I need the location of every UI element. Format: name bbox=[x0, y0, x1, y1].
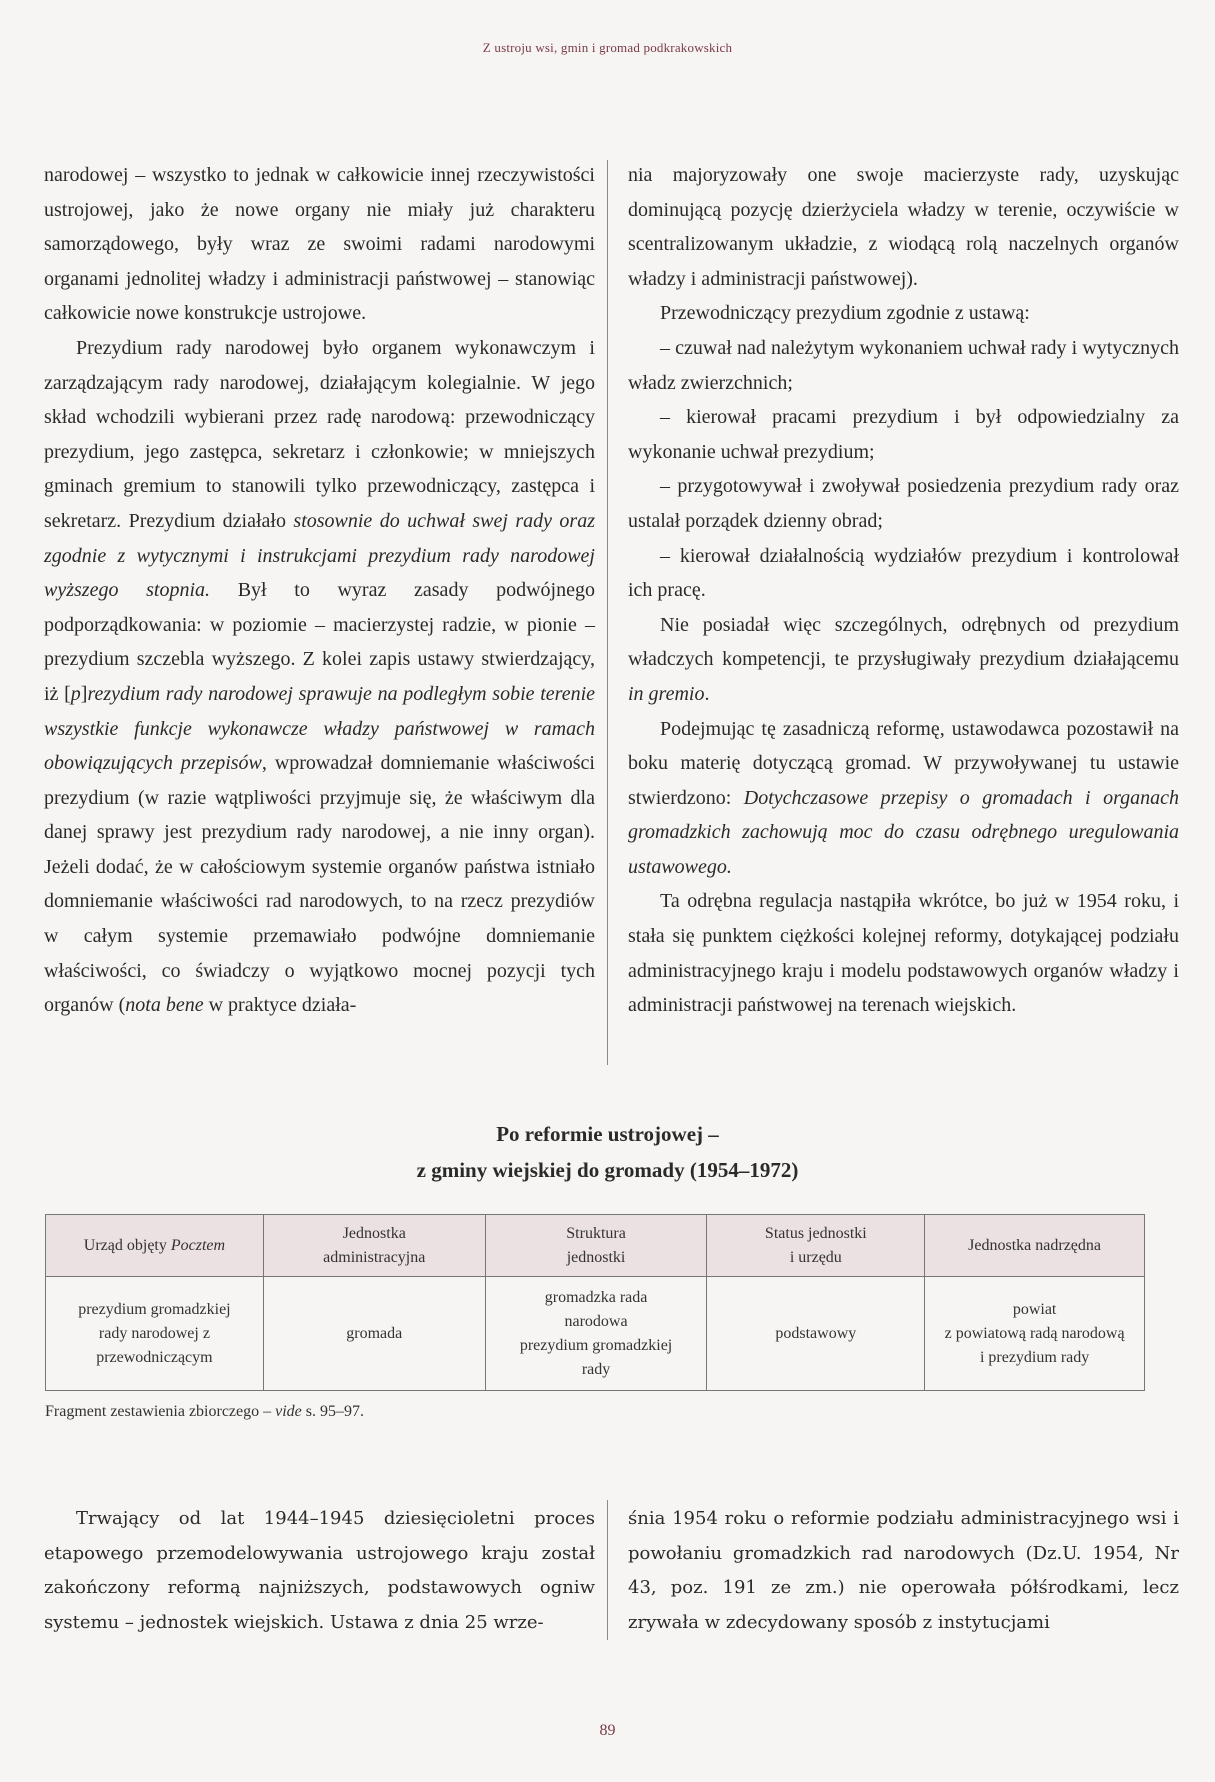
table-header-row bbox=[46, 1215, 1145, 1277]
page-number: 89 bbox=[599, 1722, 616, 1739]
column-header: Jednostka administracyjna bbox=[263, 1215, 485, 1277]
table-cell: powiat z powiatową radą narodową i prezydium rady bbox=[925, 1277, 1145, 1391]
running-head: Z ustroju wsi, gmin i gromad podkrakowskich bbox=[482, 40, 733, 55]
right-column bbox=[628, 158, 1179, 1023]
table-cell: gromadzka rada narodowa prezydium gromadzkiej rady bbox=[485, 1277, 707, 1391]
column-header: Urząd objęty Pocztem bbox=[46, 1215, 264, 1277]
list-item: – czuwał nad należytym wykonaniem uchwał rady i wytycznych władz zwierzchnich; bbox=[628, 336, 1179, 394]
table-row bbox=[46, 1277, 1145, 1391]
section-heading: Po reformie ustrojowej – z gminy wiejskiej do gromady (1954–1972) bbox=[416, 1122, 799, 1182]
paragraph: Nie posiadał więc szczególnych, odrębnych od prezydium władczych kompetencji, te przysługiwały prezydium działającemu in gremio. bbox=[628, 613, 1179, 705]
table-cell: podstawowy bbox=[707, 1277, 925, 1391]
list-item: – kierował działalnością wydziałów prezydium i kontrolował ich pracę. bbox=[628, 544, 1179, 602]
paragraph: Trwający od lat 1944–1945 dziesięcioletni proces etapowego przemodelowywania ustrojowego kraju został zakończony reformą najniższych, podstawowych ogniw systemu – jednostek wiejskich. Ustawa z dnia 25 wrze- bbox=[44, 1508, 595, 1633]
paragraph: Przewodniczący prezydium zgodnie z ustawą: bbox=[660, 302, 1030, 325]
table-caption: Fragment zestawienia zbiorczego – vide s. 95–97. bbox=[45, 1403, 365, 1420]
table-cell: gromada bbox=[263, 1277, 485, 1391]
bottom-right-column bbox=[628, 1502, 1179, 1640]
paragraph: Prezydium rady narodowej było organem wykonawczym i zarządzającym rady narodowej, działającym kolegialnie. W jego skład wchodzili wybierani przez radę narodową: przewodniczący prezydium, jego zastępca, sekretarz i członkowie; w mniejszych gminach gremium to stanowili tylko przewodniczący, zastępca i sekretarz. Prezydium działało stosownie do uchwał swej rady oraz zgodnie z wytycznymi i instrukcjami prezydium rady narodowej wyższego stopnia. Był to wyraz zasady podwójnego podporządkowania: w poziomie – macierzystej radzie, w pionie – prezydium szczebla wyższego. Z kolei zapis ustawy stwierdzający, iż [p]rezydium rady narodowej sprawuje na podległym sobie terenie wszystkie funkcje wykonawcze władzy państwowej w ramach obowiązujących przepisów, wprowadzał domniemanie właściwości prezydium (w razie wątpliwości przyjmuje się, że właściwym dla danej sprawy jest prezydium rady narodowej, a nie inny organ). Jeżeli dodać, że w całościowym systemie organów państwa istniało domniemanie właściwości rad narodowych, to na rzecz prezydiów w całym systemie przemawiało podwójne domniemanie właściwości, co świadczy o wyjątkowo mocnej pozycji tych organów (nota bene w praktyce działa- bbox=[44, 336, 595, 1017]
paragraph: Podejmując tę zasadniczą reformę, ustawodawca pozostawił na boku materię dotyczącą gromad. W przywoływanej tu ustawie stwierdzono: Dotychczasowe przepisy o gromadach i organach gromadzkich zachowują moc do czasu odrębnego uregulowania ustawowego. bbox=[628, 717, 1179, 878]
paragraph: narodowej – wszystko to jednak w całkowicie innej rzeczywistości ustrojowej, jako że nowe organy nie miały już charakteru samorządowego, były wraz ze swoimi radami narodowymi organami jednolitej władzy i administracji państwowej – stanowiąc całkowicie nowe konstrukcje ustrojowe. bbox=[44, 164, 595, 325]
bottom-left-column bbox=[44, 1502, 595, 1640]
paragraph: śnia 1954 roku o reformie podziału administracyjnego wsi i powołaniu gromadzkich rad narodowych (Dz.U. 1954, Nr 43, poz. 191 ze zm.) nie operowała półśrodkami, lecz zrywała w zdecydowany sposób z instytucjami bbox=[628, 1508, 1179, 1633]
list-item: – kierował pracami prezydium i był odpowiedzialny za wykonanie uchwał prezydium; bbox=[628, 406, 1179, 463]
list-item: – przygotowywał i zwoływał posiedzenia prezydium rady oraz ustalał porządek dzienny obrad; bbox=[628, 475, 1179, 532]
column-header: Struktura jednostki bbox=[485, 1215, 707, 1277]
table-cell: prezydium gromadzkiej rady narodowej z przewodniczącym bbox=[46, 1277, 264, 1391]
left-column bbox=[44, 158, 595, 1023]
paragraph: nia majoryzowały one swoje macierzyste rady, uzyskując dominującą pozycję dzierżyciela władzy w terenie, oczywiście w scentralizowanym układzie, z wiodącą rolą naczelnych organów władzy i administracji państwowej). bbox=[628, 164, 1179, 290]
summary-table bbox=[45, 1214, 1145, 1391]
paragraph: Ta odrębna regulacja nastąpiła wkrótce, bo już w 1954 roku, i stała się punktem ciężkości kolejnej reformy, dotykającej podziału administracyjnego kraju i modelu podstawowych organów władzy i administracji państwowej na terenach wiejskich. bbox=[628, 890, 1179, 1017]
column-header: Status jednostki i urzędu bbox=[707, 1215, 925, 1277]
column-divider bbox=[607, 160, 608, 1065]
column-header: Jednostka nadrzędna bbox=[925, 1215, 1145, 1277]
column-divider bbox=[607, 1500, 608, 1640]
